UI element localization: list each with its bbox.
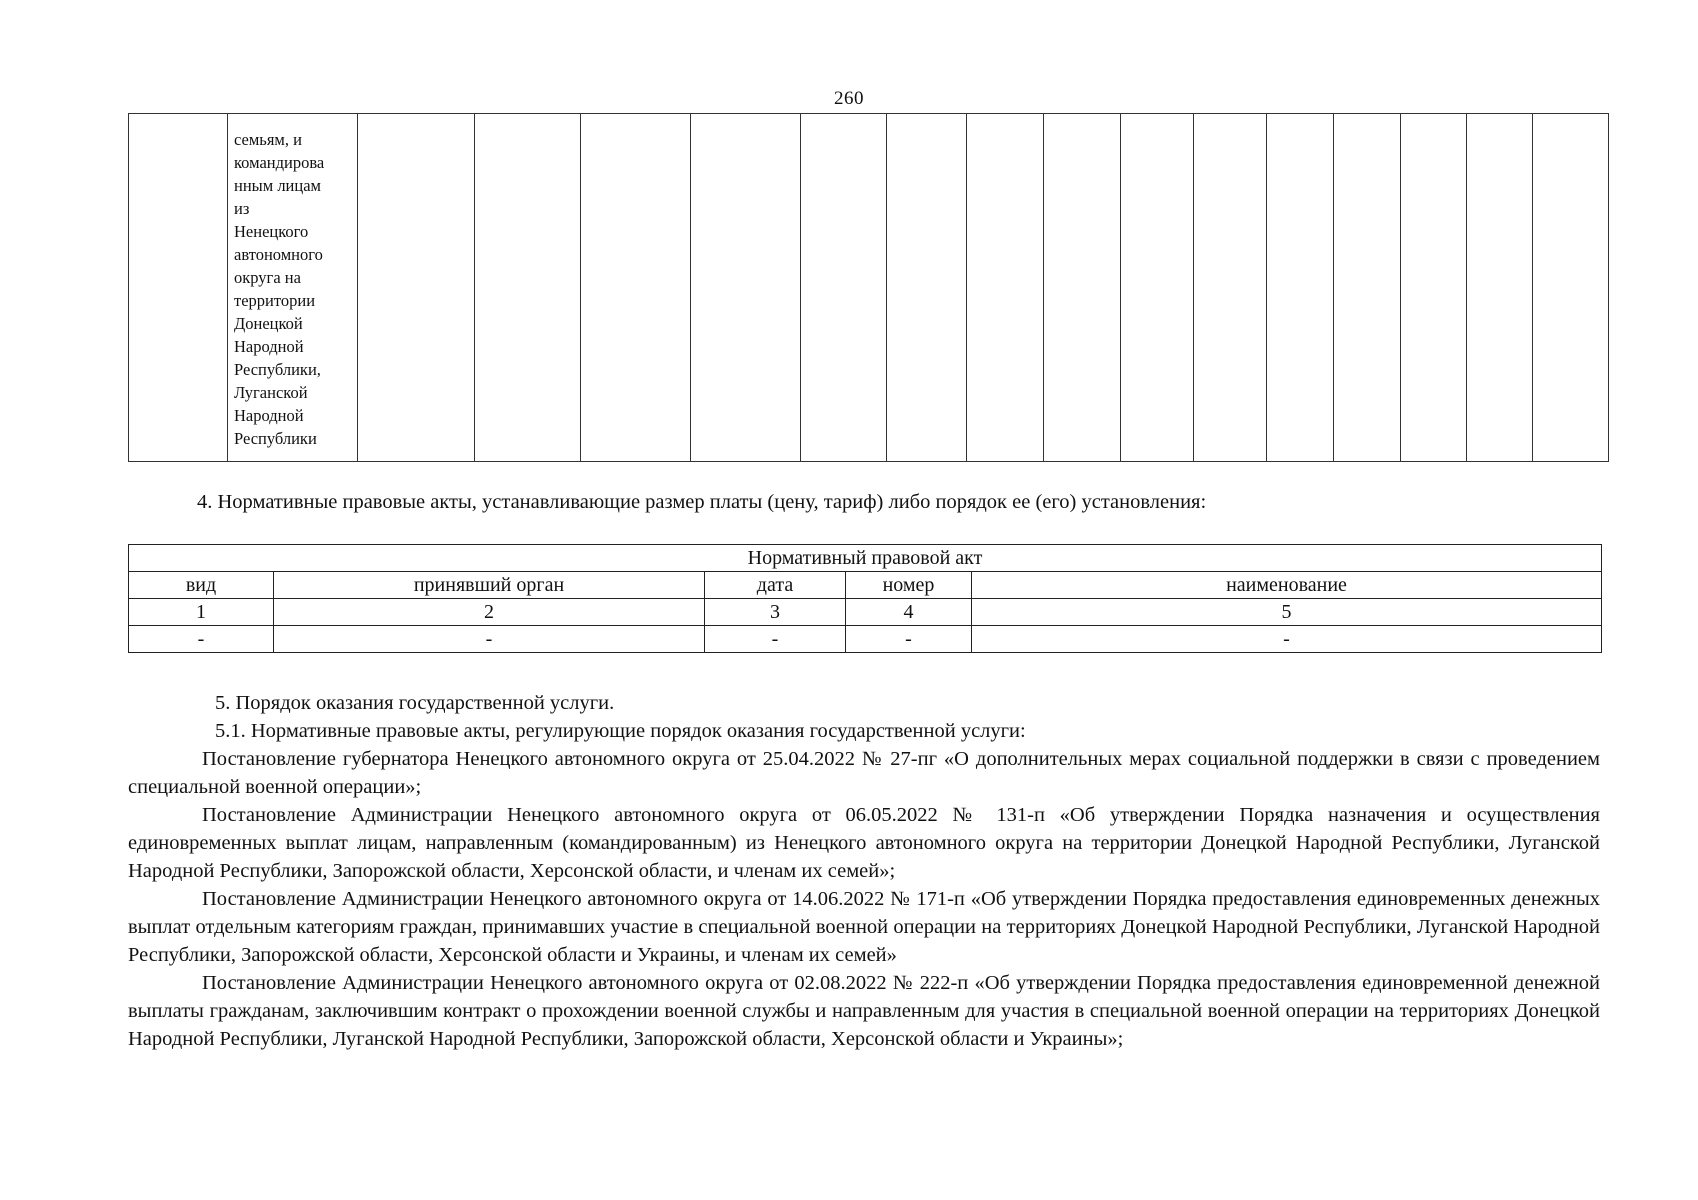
- column-header: номер: [846, 572, 972, 599]
- column-number: 5: [972, 599, 1602, 626]
- table-row: [129, 114, 1609, 462]
- column-header: вид: [129, 572, 274, 599]
- column-number: 3: [705, 599, 846, 626]
- paragraph: Постановление губернатора Ненецкого автономного округа от 25.04.2022 № 27-пг «О дополнительных мерах социальной поддержки в связи с проведением специальной военной операции»;: [128, 748, 1600, 798]
- column-number: 1: [129, 599, 274, 626]
- column-header: принявший орган: [274, 572, 705, 599]
- table-cell: [1401, 114, 1467, 462]
- table-cell: [1194, 114, 1267, 462]
- table-cell: [967, 114, 1044, 462]
- column-number: 4: [846, 599, 972, 626]
- table-cell: [887, 114, 967, 462]
- section-5: [128, 689, 1600, 1053]
- table-row: [129, 599, 1602, 626]
- normative-acts-table: [128, 544, 1602, 653]
- table-header: Нормативный правовой акт: [129, 545, 1602, 572]
- column-header: дата: [705, 572, 846, 599]
- paragraph: Постановление Администрации Ненецкого автономного округа от 06.05.2022 № 131-п «Об утверждении Порядка назначения и осуществления единовременных выплат лицам, направленным (командированным) из Ненецкого автономного округа на территории Донецкой Народной Республики, Луганской Народной Республики, Запорожской области, Херсонской области, и членам их семей»;: [128, 804, 1600, 882]
- table-cell: [1533, 114, 1609, 462]
- page-number: 260: [834, 88, 864, 109]
- table-row: [129, 626, 1602, 653]
- table-cell: [358, 114, 475, 462]
- table-cell: -: [274, 626, 705, 653]
- table-cell: -: [972, 626, 1602, 653]
- paragraph: Постановление Администрации Ненецкого автономного округа от 02.08.2022 № 222-п «Об утверждении Порядка предоставления единовременной денежной выплаты гражданам, заключившим контракт о прохождении военной службы и направленным для участия в специальной военной операции на территориях Донецкой Народной Республики, Луганской Народной Республики, Запорожской области, Херсонской области и Украины»;: [128, 972, 1600, 1050]
- table-cell: [1121, 114, 1194, 462]
- column-number: 2: [274, 599, 705, 626]
- table-cell: [1044, 114, 1121, 462]
- table-cell: [129, 114, 228, 462]
- table-cell: -: [129, 626, 274, 653]
- paragraph: Постановление Администрации Ненецкого автономного округа от 14.06.2022 № 171-п «Об утверждении Порядка предоставления единовременных денежных выплат отдельным категориям граждан, принимавших участие в специальной военной операции на территориях Донецкой Народной Республики, Луганской Народной Республики, Запорожской области, Херсонской области и Украины, и членам их семей»: [128, 888, 1600, 966]
- table-row: [129, 545, 1602, 572]
- column-header: наименование: [972, 572, 1602, 599]
- cell-text: семьям, и командирова нным лицам из Ненецкого автономного округа на территории Донецкой Народной Республики, Луганской Народной Республики: [234, 130, 325, 448]
- section-4-heading: 4. Нормативные правовые акты, устанавливающие размер платы (цену, тариф) либо порядок ее (его) установления:: [197, 491, 1207, 513]
- table-cell: [1267, 114, 1334, 462]
- table-cell: [1467, 114, 1533, 462]
- section-5-1-heading: 5.1. Нормативные правовые акты, регулирующие порядок оказания государственной услуги:: [215, 720, 1026, 742]
- table-cell: [228, 114, 358, 462]
- table-cell: [1334, 114, 1401, 462]
- table-cell: [801, 114, 887, 462]
- continuation-table: [128, 113, 1609, 462]
- table-cell: [581, 114, 691, 462]
- section-5-heading: 5. Порядок оказания государственной услуги.: [215, 692, 615, 714]
- table-cell: -: [846, 626, 972, 653]
- table-cell: [475, 114, 581, 462]
- table-row: [129, 572, 1602, 599]
- table-cell: -: [705, 626, 846, 653]
- table-cell: [691, 114, 801, 462]
